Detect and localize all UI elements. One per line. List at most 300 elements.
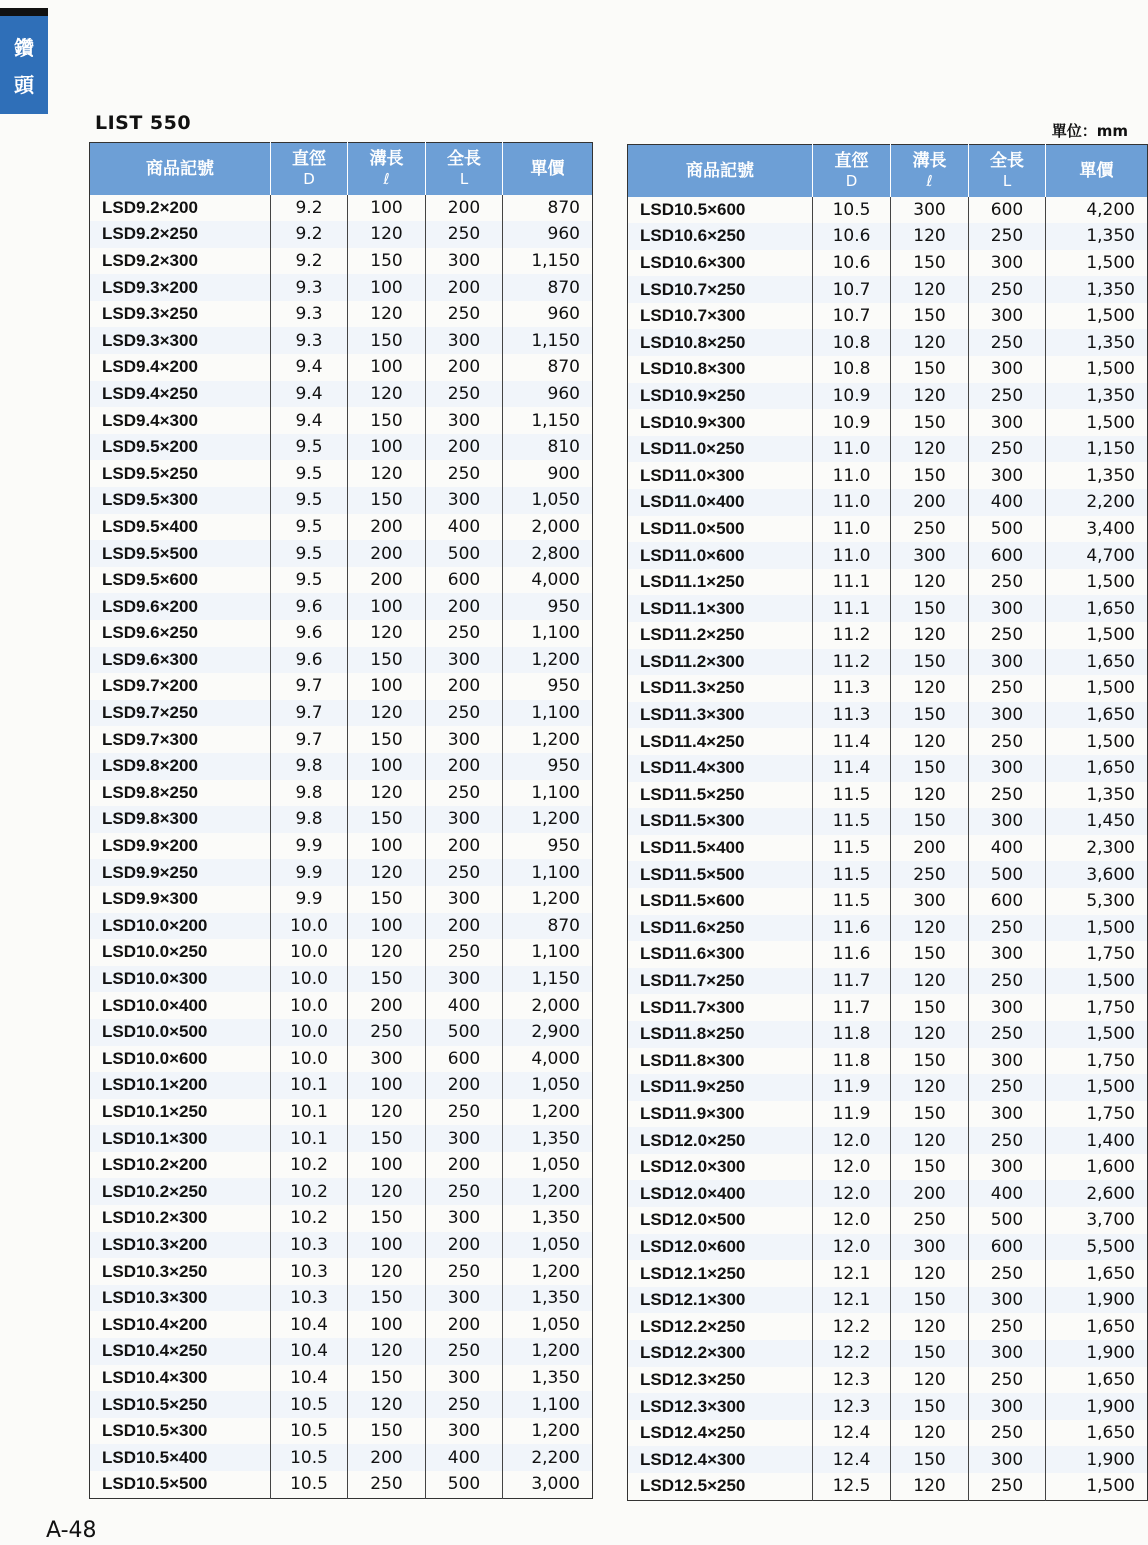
cell-flute-length: 100 <box>348 274 426 301</box>
cell-diameter: 10.0 <box>271 939 348 966</box>
cell-total-length: 300 <box>426 487 503 514</box>
cell-price: 1,200 <box>503 1178 593 1205</box>
cell-diameter: 10.2 <box>271 1178 348 1205</box>
cell-price: 1,650 <box>1046 649 1148 676</box>
cell-code: LSD11.9×250 <box>628 1074 813 1101</box>
cell-code: LSD9.4×250 <box>90 381 271 408</box>
cell-price: 1,400 <box>1046 1127 1148 1154</box>
cell-price: 1,350 <box>503 1205 593 1232</box>
table-row <box>90 913 593 940</box>
cell-total-length: 300 <box>969 941 1046 968</box>
cell-code: LSD11.3×250 <box>640 678 745 698</box>
table-row <box>90 753 593 780</box>
cell-flute-length: 120 <box>891 968 969 995</box>
cell-flute-length: 150 <box>348 726 426 753</box>
cell-total-length: 500 <box>426 1471 503 1498</box>
cell-flute-length: 120 <box>348 1258 426 1285</box>
cell-price: 1,200 <box>503 806 593 833</box>
table-row <box>90 966 593 993</box>
cell-flute-length: 150 <box>348 886 426 913</box>
table-row <box>90 301 593 328</box>
header-code <box>90 143 271 195</box>
cell-code: LSD9.5×200 <box>90 434 271 461</box>
cell-price: 1,150 <box>503 248 593 275</box>
table-row <box>628 489 1148 516</box>
cell-code: LSD12.0×250 <box>628 1127 813 1154</box>
cell-flute-length: 300 <box>891 888 969 915</box>
cell-total-length: 200 <box>426 593 503 620</box>
cell-price: 960 <box>503 381 593 408</box>
cell-code: LSD11.0×500 <box>640 518 745 538</box>
cell-total-length: 600 <box>426 1046 503 1073</box>
cell-price: 2,900 <box>503 1019 593 1046</box>
cell-total-length: 600 <box>969 888 1046 915</box>
section-marker-bar <box>0 8 48 16</box>
cell-total-length: 400 <box>969 489 1046 516</box>
cell-flute-length: 150 <box>891 755 969 782</box>
cell-diameter: 10.5 <box>271 1471 348 1498</box>
cell-total-length: 200 <box>426 195 503 222</box>
cell-diameter: 9.2 <box>271 248 348 275</box>
cell-code: LSD11.0×600 <box>628 542 813 569</box>
cell-code: LSD9.2×300 <box>102 250 198 270</box>
table-row <box>90 1258 593 1285</box>
cell-code: LSD9.3×250 <box>102 304 198 324</box>
cell-flute-length: 120 <box>891 1313 969 1340</box>
cell-diameter: 9.5 <box>271 487 348 514</box>
cell-code: LSD11.4×250 <box>640 731 745 751</box>
cell-total-length: 250 <box>969 436 1046 463</box>
cell-flute-length: 120 <box>891 1473 969 1500</box>
cell-code: LSD9.3×200 <box>90 274 271 301</box>
table-row <box>628 1180 1148 1207</box>
cell-total-length: 300 <box>969 755 1046 782</box>
cell-flute-length: 120 <box>348 700 426 727</box>
cell-flute-length: 250 <box>348 1019 426 1046</box>
cell-code: LSD12.0×400 <box>628 1180 813 1207</box>
cell-flute-length: 120 <box>348 1338 426 1365</box>
cell-code: LSD11.6×300 <box>640 944 745 964</box>
cell-total-length: 300 <box>426 1205 503 1232</box>
table-row <box>628 329 1148 356</box>
cell-code: LSD9.7×250 <box>90 700 271 727</box>
cell-price: 1,350 <box>503 1285 593 1312</box>
cell-total-length: 250 <box>426 1391 503 1418</box>
cell-price: 1,350 <box>1046 276 1148 303</box>
cell-price: 1,900 <box>1046 1446 1148 1473</box>
cell-flute-length: 120 <box>891 622 969 649</box>
cell-flute-length: 150 <box>891 994 969 1021</box>
cell-flute-length: 200 <box>891 1180 969 1207</box>
header-flute <box>348 143 426 195</box>
header-total-symbol: L <box>459 169 469 188</box>
cell-diameter: 9.8 <box>271 780 348 807</box>
cell-flute-length: 120 <box>891 1021 969 1048</box>
header-price <box>1046 145 1148 197</box>
cell-price: 950 <box>503 673 593 700</box>
cell-code: LSD11.5×500 <box>628 861 813 888</box>
cell-code: LSD10.7×250 <box>628 276 813 303</box>
cell-code: LSD9.8×300 <box>90 806 271 833</box>
cell-price: 3,700 <box>1046 1207 1148 1234</box>
cell-total-length: 250 <box>426 1258 503 1285</box>
table-row <box>90 673 593 700</box>
cell-code: LSD10.4×250 <box>90 1338 271 1365</box>
cell-price: 1,050 <box>503 1232 593 1259</box>
cell-price: 870 <box>503 354 593 381</box>
cell-code: LSD11.1×250 <box>640 572 745 592</box>
cell-code: LSD10.5×250 <box>90 1391 271 1418</box>
table-row <box>628 595 1148 622</box>
cell-total-length: 300 <box>969 702 1046 729</box>
cell-diameter: 10.5 <box>271 1418 348 1445</box>
cell-diameter: 9.7 <box>271 673 348 700</box>
cell-price: 1,350 <box>503 1365 593 1392</box>
cell-total-length: 200 <box>426 354 503 381</box>
cell-diameter: 10.4 <box>271 1338 348 1365</box>
cell-price: 4,700 <box>1046 542 1148 569</box>
cell-total-length: 250 <box>426 1099 503 1126</box>
cell-total-length: 250 <box>426 381 503 408</box>
cell-code: LSD10.0×200 <box>90 913 271 940</box>
cell-diameter: 10.1 <box>271 1125 348 1152</box>
cell-total-length: 300 <box>969 1101 1046 1128</box>
cell-flute-length: 120 <box>348 221 426 248</box>
table-row <box>90 195 593 222</box>
cell-diameter: 11.5 <box>813 808 891 835</box>
table-row <box>628 197 1148 224</box>
cell-flute-length: 100 <box>348 913 426 940</box>
cell-flute-length: 200 <box>348 567 426 594</box>
table-row <box>90 434 593 461</box>
cell-total-length: 300 <box>426 407 503 434</box>
cell-price: 1,200 <box>503 1338 593 1365</box>
cell-total-length: 250 <box>969 728 1046 755</box>
cell-total-length: 250 <box>426 700 503 727</box>
header-diameter <box>271 143 348 195</box>
cell-flute-length: 150 <box>891 1446 969 1473</box>
cell-code: LSD9.8×250 <box>102 782 198 802</box>
cell-flute-length: 250 <box>891 516 969 543</box>
table-row <box>628 569 1148 596</box>
cell-price: 1,100 <box>503 1391 593 1418</box>
header-price-label: 單價 <box>530 158 565 179</box>
cell-flute-length: 150 <box>348 966 426 993</box>
cell-code: LSD10.0×300 <box>90 966 271 993</box>
cell-flute-length: 100 <box>348 753 426 780</box>
header-flute-label: 溝長 <box>912 150 947 171</box>
cell-diameter: 11.5 <box>813 888 891 915</box>
table-row <box>628 383 1148 410</box>
table-row <box>628 1473 1148 1500</box>
cell-price: 1,750 <box>1046 994 1148 1021</box>
cell-price: 1,650 <box>1046 1260 1148 1287</box>
cell-price: 1,650 <box>1046 1313 1148 1340</box>
table-row <box>90 886 593 913</box>
cell-diameter: 9.5 <box>271 434 348 461</box>
header-diameter-label: 直徑 <box>292 148 326 169</box>
table-row <box>628 915 1148 942</box>
cell-diameter: 11.5 <box>813 782 891 809</box>
cell-diameter: 10.8 <box>813 329 891 356</box>
cell-price: 870 <box>503 274 593 301</box>
table-row <box>628 436 1148 463</box>
cell-total-length: 300 <box>969 595 1046 622</box>
cell-code: LSD9.7×200 <box>102 676 198 696</box>
cell-flute-length: 250 <box>348 1471 426 1498</box>
cell-diameter: 11.6 <box>813 941 891 968</box>
cell-diameter: 10.1 <box>271 1072 348 1099</box>
cell-diameter: 10.0 <box>271 1019 348 1046</box>
cell-flute-length: 120 <box>348 1178 426 1205</box>
table-row <box>90 1072 593 1099</box>
cell-flute-length: 300 <box>891 542 969 569</box>
table-row <box>628 755 1148 782</box>
cell-flute-length: 250 <box>891 861 969 888</box>
cell-price: 3,000 <box>503 1471 593 1498</box>
cell-total-length: 600 <box>426 567 503 594</box>
header-code-label: 商品記號 <box>146 158 214 179</box>
cell-total-length: 300 <box>426 966 503 993</box>
cell-price: 1,500 <box>1046 356 1148 383</box>
cell-flute-length: 150 <box>891 356 969 383</box>
cell-price: 2,200 <box>1046 489 1148 516</box>
cell-code: LSD11.0×250 <box>628 436 813 463</box>
cell-flute-length: 120 <box>891 915 969 942</box>
table-row <box>628 1021 1148 1048</box>
cell-code: LSD11.1×300 <box>628 595 813 622</box>
cell-total-length: 300 <box>426 327 503 354</box>
cell-diameter: 12.2 <box>813 1313 891 1340</box>
table-row <box>628 356 1148 383</box>
cell-code: LSD10.9×250 <box>628 383 813 410</box>
cell-total-length: 300 <box>426 1365 503 1392</box>
cell-code: LSD10.8×300 <box>640 359 746 379</box>
cell-flute-length: 200 <box>348 992 426 1019</box>
cell-diameter: 9.4 <box>271 381 348 408</box>
cell-diameter: 9.7 <box>271 726 348 753</box>
cell-flute-length: 150 <box>348 487 426 514</box>
table-header-row <box>628 145 1148 197</box>
cell-flute-length: 200 <box>891 489 969 516</box>
cell-price: 1,200 <box>503 886 593 913</box>
cell-total-length: 300 <box>426 1125 503 1152</box>
cell-diameter: 10.6 <box>813 223 891 250</box>
cell-price: 1,050 <box>503 1311 593 1338</box>
cell-price: 1,200 <box>503 1418 593 1445</box>
cell-diameter: 9.8 <box>271 806 348 833</box>
cell-diameter: 9.3 <box>271 301 348 328</box>
cell-price: 4,200 <box>1046 197 1148 224</box>
cell-price: 1,750 <box>1046 1048 1148 1075</box>
unit-label: 單位：mm <box>1051 122 1128 140</box>
table-row <box>90 1205 593 1232</box>
header-diameter-symbol: D <box>303 169 315 188</box>
table-row <box>628 941 1148 968</box>
cell-diameter: 11.8 <box>813 1048 891 1075</box>
cell-total-length: 250 <box>969 915 1046 942</box>
cell-total-length: 300 <box>969 1287 1046 1314</box>
cell-flute-length: 100 <box>348 195 426 222</box>
cell-diameter: 11.2 <box>813 649 891 676</box>
cell-code: LSD9.6×200 <box>90 593 271 620</box>
table-row <box>628 250 1148 277</box>
table-row <box>628 409 1148 436</box>
cell-price: 1,200 <box>503 1258 593 1285</box>
table-row <box>628 1393 1148 1420</box>
cell-price: 1,500 <box>1046 569 1148 596</box>
cell-code: LSD9.4×300 <box>102 410 198 430</box>
page-number: A-48 <box>46 1518 97 1543</box>
cell-total-length: 300 <box>426 806 503 833</box>
cell-price: 1,900 <box>1046 1393 1148 1420</box>
table-header-row <box>90 143 593 195</box>
cell-flute-length: 120 <box>891 1420 969 1447</box>
cell-price: 2,000 <box>503 992 593 1019</box>
cell-price: 1,500 <box>1046 622 1148 649</box>
table-row <box>628 516 1148 543</box>
cell-price: 1,350 <box>1046 329 1148 356</box>
table-row <box>90 1311 593 1338</box>
cell-diameter: 11.0 <box>813 516 891 543</box>
table-row <box>90 806 593 833</box>
cell-diameter: 9.6 <box>271 647 348 674</box>
cell-price: 900 <box>503 460 593 487</box>
table-row <box>628 782 1148 809</box>
cell-code: LSD10.1×200 <box>90 1072 271 1099</box>
cell-total-length: 250 <box>426 780 503 807</box>
cell-code: LSD10.1×300 <box>90 1125 271 1152</box>
header-total <box>969 145 1046 197</box>
cell-price: 1,350 <box>1046 223 1148 250</box>
cell-diameter: 11.0 <box>813 489 891 516</box>
cell-flute-length: 150 <box>891 1048 969 1075</box>
cell-total-length: 300 <box>969 1048 1046 1075</box>
cell-diameter: 10.2 <box>271 1152 348 1179</box>
cell-diameter: 9.2 <box>271 221 348 248</box>
cell-total-length: 250 <box>426 939 503 966</box>
cell-flute-length: 100 <box>348 833 426 860</box>
table-row <box>90 487 593 514</box>
cell-diameter: 11.3 <box>813 675 891 702</box>
cell-flute-length: 100 <box>348 1232 426 1259</box>
cell-diameter: 11.1 <box>813 569 891 596</box>
cell-flute-length: 300 <box>891 197 969 224</box>
cell-price: 1,450 <box>1046 808 1148 835</box>
header-flute <box>891 145 969 197</box>
cell-total-length: 300 <box>426 886 503 913</box>
cell-price: 1,500 <box>1046 968 1148 995</box>
cell-total-length: 200 <box>426 1072 503 1099</box>
cell-total-length: 200 <box>426 753 503 780</box>
cell-price: 1,750 <box>1046 941 1148 968</box>
cell-code: LSD12.2×250 <box>640 1316 746 1336</box>
table-row <box>90 593 593 620</box>
table-row <box>90 567 593 594</box>
cell-flute-length: 120 <box>348 859 426 886</box>
cell-diameter: 10.7 <box>813 303 891 330</box>
cell-flute-length: 100 <box>348 1152 426 1179</box>
cell-flute-length: 120 <box>348 1099 426 1126</box>
table-row <box>628 1446 1148 1473</box>
cell-price: 1,500 <box>1046 728 1148 755</box>
cell-flute-length: 120 <box>891 675 969 702</box>
cell-flute-length: 120 <box>348 301 426 328</box>
cell-total-length: 250 <box>969 1473 1046 1500</box>
cell-price: 1,350 <box>1046 782 1148 809</box>
header-price-label: 單價 <box>1079 160 1114 181</box>
cell-price: 1,100 <box>503 780 593 807</box>
header-code <box>628 145 813 197</box>
table-row <box>628 1074 1148 1101</box>
cell-total-length: 250 <box>969 968 1046 995</box>
cell-price: 1,900 <box>1046 1287 1148 1314</box>
cell-code: LSD12.2×300 <box>628 1340 813 1367</box>
cell-total-length: 300 <box>426 647 503 674</box>
header-diameter-label: 直徑 <box>834 150 869 171</box>
cell-code: LSD9.6×250 <box>102 623 198 643</box>
cell-price: 5,500 <box>1046 1234 1148 1261</box>
cell-total-length: 500 <box>426 540 503 567</box>
cell-price: 1,500 <box>1046 1074 1148 1101</box>
table-row <box>628 808 1148 835</box>
cell-diameter: 10.3 <box>271 1232 348 1259</box>
table-row <box>90 992 593 1019</box>
cell-flute-length: 150 <box>348 1205 426 1232</box>
cell-code: LSD9.2×200 <box>102 197 198 217</box>
cell-price: 1,200 <box>503 726 593 753</box>
table-row <box>90 1444 593 1471</box>
cell-diameter: 11.4 <box>813 755 891 782</box>
table-row <box>628 728 1148 755</box>
cell-diameter: 9.6 <box>271 593 348 620</box>
cell-diameter: 11.3 <box>813 702 891 729</box>
cell-total-length: 400 <box>969 835 1046 862</box>
cell-total-length: 250 <box>969 276 1046 303</box>
cell-diameter: 10.5 <box>813 197 891 224</box>
cell-flute-length: 120 <box>891 1127 969 1154</box>
cell-flute-length: 100 <box>348 593 426 620</box>
cell-total-length: 300 <box>969 649 1046 676</box>
cell-diameter: 9.3 <box>271 274 348 301</box>
cell-flute-length: 120 <box>891 1260 969 1287</box>
cell-price: 1,750 <box>1046 1101 1148 1128</box>
cell-code: LSD11.3×300 <box>628 702 813 729</box>
cell-total-length: 300 <box>969 356 1046 383</box>
cell-price: 810 <box>503 434 593 461</box>
cell-price: 870 <box>503 195 593 222</box>
cell-flute-length: 120 <box>348 460 426 487</box>
table-row <box>90 1046 593 1073</box>
cell-flute-length: 120 <box>348 780 426 807</box>
table-row <box>90 833 593 860</box>
cell-flute-length: 120 <box>348 939 426 966</box>
cell-code: LSD10.3×300 <box>90 1285 271 1312</box>
cell-total-length: 300 <box>969 1154 1046 1181</box>
table-row <box>628 861 1148 888</box>
table-row <box>90 248 593 275</box>
cell-code: LSD9.9×200 <box>102 836 198 856</box>
table-row <box>90 460 593 487</box>
cell-price: 1,150 <box>503 966 593 993</box>
cell-code: LSD11.5×400 <box>640 838 745 858</box>
cell-diameter: 12.4 <box>813 1446 891 1473</box>
cell-diameter: 10.8 <box>813 356 891 383</box>
cell-diameter: 12.3 <box>813 1367 891 1394</box>
cell-total-length: 200 <box>426 274 503 301</box>
cell-total-length: 250 <box>426 1178 503 1205</box>
cell-diameter: 11.6 <box>813 915 891 942</box>
